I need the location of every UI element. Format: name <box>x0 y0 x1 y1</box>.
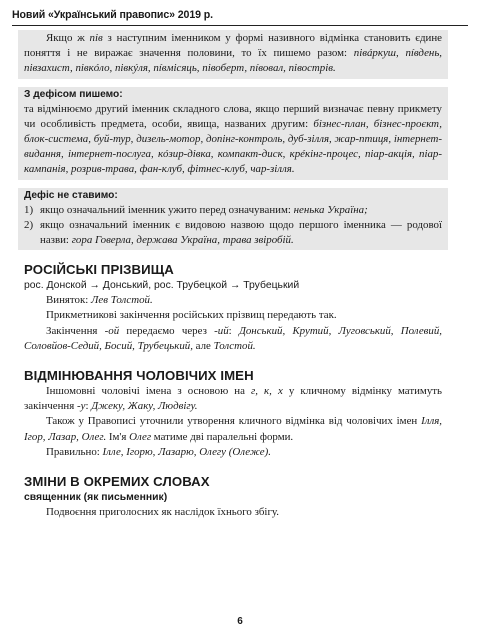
hyphen-box-examples: бізнес-план, бізнес-проєкт, блок-система, буй-тур, дизель-мотор, допінг-контроль, дуб-зілля, жар-птиця, інтернет-видання, інтернет-послуга, кóзир-дівка, компакт-диск, крéкінг-процес, піар-акція, піар-кампанія, розрив-трава, фан-клуб, фітнес-клуб, чар-зілля. <box>24 117 443 176</box>
p2-text-a: Закінчення <box>46 324 105 337</box>
p2-ending-1: -ой <box>104 324 120 337</box>
p1-text-c: : <box>85 400 92 413</box>
list-item-text <box>40 203 442 218</box>
hyphen-box <box>18 87 448 180</box>
p2-oleg: Олег <box>129 430 152 443</box>
list-item <box>24 203 442 218</box>
p1-text-b: у кличному відмінку матимуть закінчення <box>24 385 442 413</box>
word-changes-section <box>24 474 442 520</box>
no-hyphen-box <box>18 188 448 251</box>
intro-text-b: з наступним іменником у формі називного відмінка становить єдине поняття і не виражає значення половини, то їх пишемо разом: <box>24 32 442 60</box>
list-item <box>24 218 442 248</box>
russian-surnames-exception <box>24 293 442 308</box>
intro-block <box>18 30 448 79</box>
running-header: Новий «Український правопис» 2019 р. <box>12 9 213 21</box>
male-names-p1 <box>24 384 442 414</box>
word-changes-p1: Подвоєння приголосних як наслідок їхнього збігу. <box>46 506 279 519</box>
list-item-number: 2) <box>24 218 34 231</box>
section-title-russian-surnames: РОСІЙСЬКІ ПРІЗВИЩА <box>24 262 174 278</box>
p2-names: Ілля, Ігор, Лазар, Олег. <box>24 415 442 443</box>
p2-last: Толстой. <box>213 339 256 352</box>
p1-text-a: Іншомовні чоловічі імена з основою на <box>46 385 252 398</box>
intro-examples: півáркуш, пíвдень, півзахист, півкóло, півкýля, пíвмісяць, півоберт, пíвовал, півострів. <box>24 47 442 75</box>
intro-text-a: Якщо ж <box>46 32 90 44</box>
p1-letters: г, к, х <box>251 385 283 398</box>
p1-examples: Джеку, Жаку, Людвігу. <box>91 400 198 413</box>
word-changes-subtitle: священник (як письменник) <box>24 492 168 504</box>
p3-label: Правильно: <box>46 445 103 458</box>
list-item-example: гора Говерла, держава Україна, трава звіробій. <box>71 234 294 247</box>
p3-examples: Ілле, Ігорю, Лазарю, Олегу (Олеже). <box>102 445 271 458</box>
p1-ending: -у <box>76 400 86 413</box>
exception-value: Лев Толстой. <box>91 294 153 307</box>
list-item-number: 1) <box>24 203 34 216</box>
list-item-rule: якщо означальний іменник ужито перед означуваним: <box>40 203 294 216</box>
hyphen-box-text <box>24 102 442 178</box>
male-names-p3 <box>24 445 442 460</box>
list-item-text <box>40 218 442 248</box>
russian-surnames-section <box>24 262 442 354</box>
intro-prefix: пів <box>89 32 103 44</box>
p2-text-c: : <box>228 324 239 337</box>
page-number: 6 <box>237 616 243 627</box>
p2-text-a: Також у Правописі уточнили утворення кличного відмінка від чоловічих імен <box>46 415 422 428</box>
russian-surnames-p1: Прикметникові закінчення російських прізвищ передають так. <box>46 309 337 322</box>
russian-surnames-p2 <box>24 324 442 354</box>
male-names-section <box>24 368 442 460</box>
intro-paragraph <box>24 31 442 77</box>
page-content <box>24 30 442 520</box>
list-item-rule: якщо означальний іменник є видовою назвою щодо першого іменника — родової назви: <box>40 218 442 247</box>
russian-surnames-subtitle: рос. Донской → Донський, рос. Трубецкой → Трубецький <box>24 280 300 292</box>
p2-text-c: матиме дві паралельні форми. <box>151 430 294 443</box>
section-title-male-names: ВІДМІНЮВАННЯ ЧОЛОВІЧИХ ІМЕН <box>24 368 254 384</box>
p2-text-b: передаємо через <box>119 324 215 337</box>
p2-examples: Донський, Крутий, Луговський, Полевий, Соловйов-Седий, Босий, Трубецький, <box>24 324 442 352</box>
p2-text-b: Ім'я <box>106 430 130 443</box>
p2-text-d: але <box>192 339 214 352</box>
p2-ending-2: -ий <box>214 324 229 337</box>
section-title-word-changes: ЗМІНИ В ОКРЕМИХ СЛОВАХ <box>24 474 210 490</box>
male-names-p2 <box>24 414 442 444</box>
exception-label: Виняток: <box>46 294 92 307</box>
no-hyphen-box-title: Дефіс не ставимо: <box>24 189 118 201</box>
hyphen-box-title: З дефісом пишемо: <box>24 88 123 100</box>
header-rule <box>12 25 468 26</box>
hyphen-box-rule: та відмінюємо другий іменник складного слова, якщо перший визначає певну прикмету чи особливість предмета, особи, явища, названих другим: <box>24 102 442 130</box>
list-item-example: ненька Україна; <box>293 203 368 216</box>
